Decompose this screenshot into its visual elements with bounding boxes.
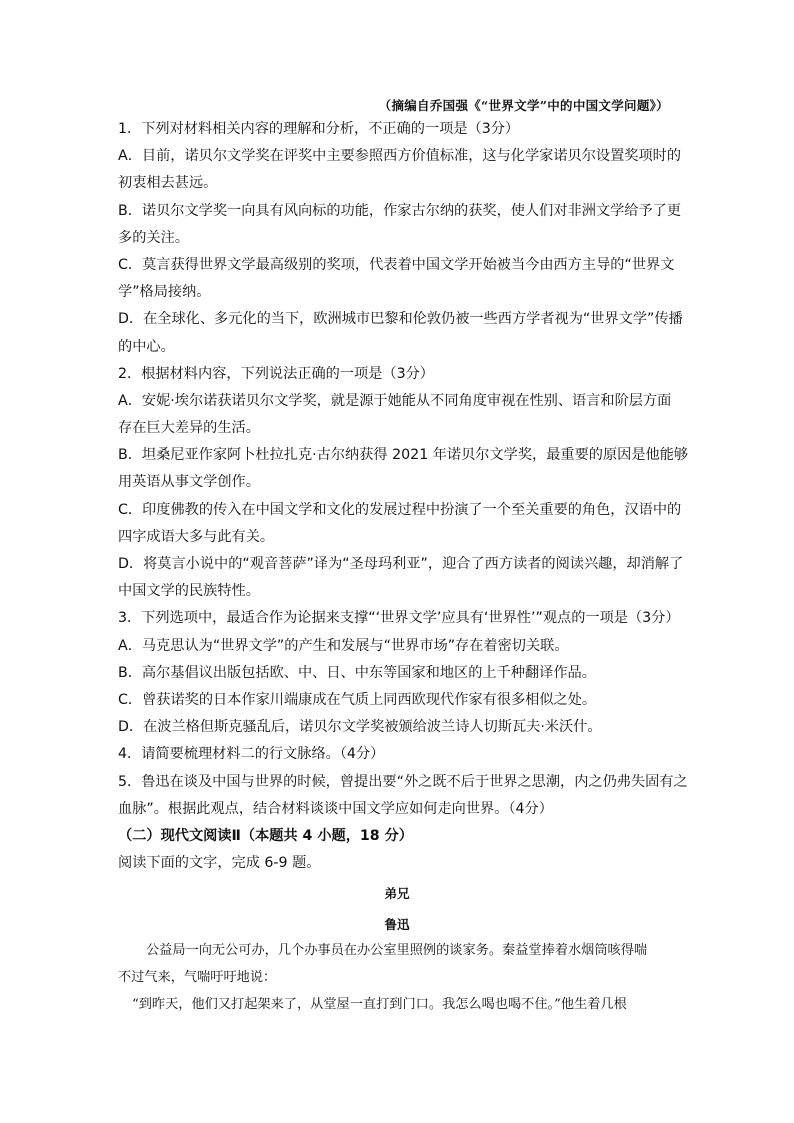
question-1-option-a-cont: 初衷相去甚远。 xyxy=(118,175,218,192)
question-1-option-d: D．在全球化、多元化的当下，欧洲城市巴黎和伦敦仍被一些西方学者视为“世界文学”传播 xyxy=(118,311,683,328)
section-instruction: 阅读下面的文字，完成 6-9 题。 xyxy=(118,855,321,872)
question-2-option-a: A．安妮·埃尔诺获诺贝尔文学奖，就是源于她能从不同角度审视在性别、语言和阶层方面 xyxy=(118,392,672,409)
story-paragraph-1-cont: 不过气来，气喘吁吁地说： xyxy=(118,970,277,986)
question-1-option-c: C．莫言获得世界文学最高级别的奖项，代表着中国文学开始被当今由西方主导的“世界文 xyxy=(118,256,675,273)
question-1-option-b-cont: 多的关注。 xyxy=(118,229,189,246)
question-2-option-c: C．印度佛教的传入在中国文学和文化的发展过程中扮演了一个至关重要的角色，汉语中的 xyxy=(118,501,682,518)
story-author: 鲁迅 xyxy=(384,917,410,932)
question-2-option-b: B．坦桑尼亚作家阿卜杜拉扎克·古尔纳获得 2021 年诺贝尔文学奖，最重要的原因是他能够 xyxy=(118,447,689,464)
question-5-stem-cont: 血脉”。根据此观点，结合材料谈谈中国文学应如何走向世界。（4分） xyxy=(118,800,553,817)
question-2-option-a-cont: 存在巨大差异的生活。 xyxy=(118,420,260,437)
story-paragraph-2: “到昨天，他们又打起架来了，从堂屋一直打到门口。我怎么喝也喝不住。”他生着几根 xyxy=(132,997,627,1013)
story-title: 弟兄 xyxy=(384,886,410,901)
story-paragraph-1: 公益局一向无公可办，几个办事员在办公室里照例的谈家务。秦益堂捧着水烟筒咳得喘 xyxy=(146,943,648,958)
question-3-stem: 3．下列选项中，最适合作为论据来支撑“‘世界文学’应具有‘世界性’”观点的一项是（3分） xyxy=(118,610,680,627)
question-2-option-c-cont: 四字成语大多与此有关。 xyxy=(118,528,275,545)
question-3-option-c: C．曾获诺奖的日本作家川端康成在气质上同西欧现代作家有很多相似之处。 xyxy=(118,691,597,708)
question-3-option-d: D．在波兰格但斯克骚乱后，诺贝尔文学奖被颁给波兰诗人切斯瓦夫·米沃什。 xyxy=(118,719,602,736)
question-1-stem: 1．下列对材料相关内容的理解和分析，不正确的一项是（3分） xyxy=(118,121,520,137)
question-2-option-d: D．将莫言小说中的“观音菩萨”译为“圣母玛利亚”，迎合了西方读者的阅读兴趣，却消解了 xyxy=(118,556,684,572)
question-3-option-b: B．高尔基倡议出版包括欧、中、日、中东等国家和地区的上千种翻译作品。 xyxy=(118,664,596,681)
section-heading: （二）现代文阅读Ⅱ（本题共 4 小题，18 分） xyxy=(118,827,413,844)
question-3-option-a: A．马克思认为“世界文学”的产生和发展与“世界市场”存在着密切关联。 xyxy=(118,637,569,654)
question-2-stem: 2．根据材料内容，下列说法正确的一项是（3分） xyxy=(118,365,434,382)
question-1-option-b: B．诺贝尔文学奖一向具有风向标的功能，作家古尔纳的获奖，使人们对非洲文学给予了更 xyxy=(118,202,682,219)
question-5-stem: 5．鲁迅在谈及中国与世界的时候，曾提出要“外之既不后于世界之思潮，内之仍弗失固有之 xyxy=(118,773,688,790)
question-1-option-d-cont: 的中心。 xyxy=(118,338,175,355)
story-body xyxy=(118,937,678,1019)
question-1-option-a: A．目前，诺贝尔文学奖在评奖中主要参照西方价值标准，这与化学家诺贝尔设置奖项时的 xyxy=(118,148,682,165)
question-2-option-b-cont: 用英语从事文学创作。 xyxy=(118,474,260,491)
question-4-stem: 4．请简要梳理材料二的行文脉络。（4分） xyxy=(118,746,385,763)
question-2-option-d-cont: 中国文学的民族特性。 xyxy=(118,583,260,600)
source-citation: （摘编自乔国强《“世界文学”中的中国文学问题》） xyxy=(378,98,669,113)
question-1-option-c-cont: 学”格局接纳。 xyxy=(118,284,211,301)
question-block xyxy=(118,116,689,877)
